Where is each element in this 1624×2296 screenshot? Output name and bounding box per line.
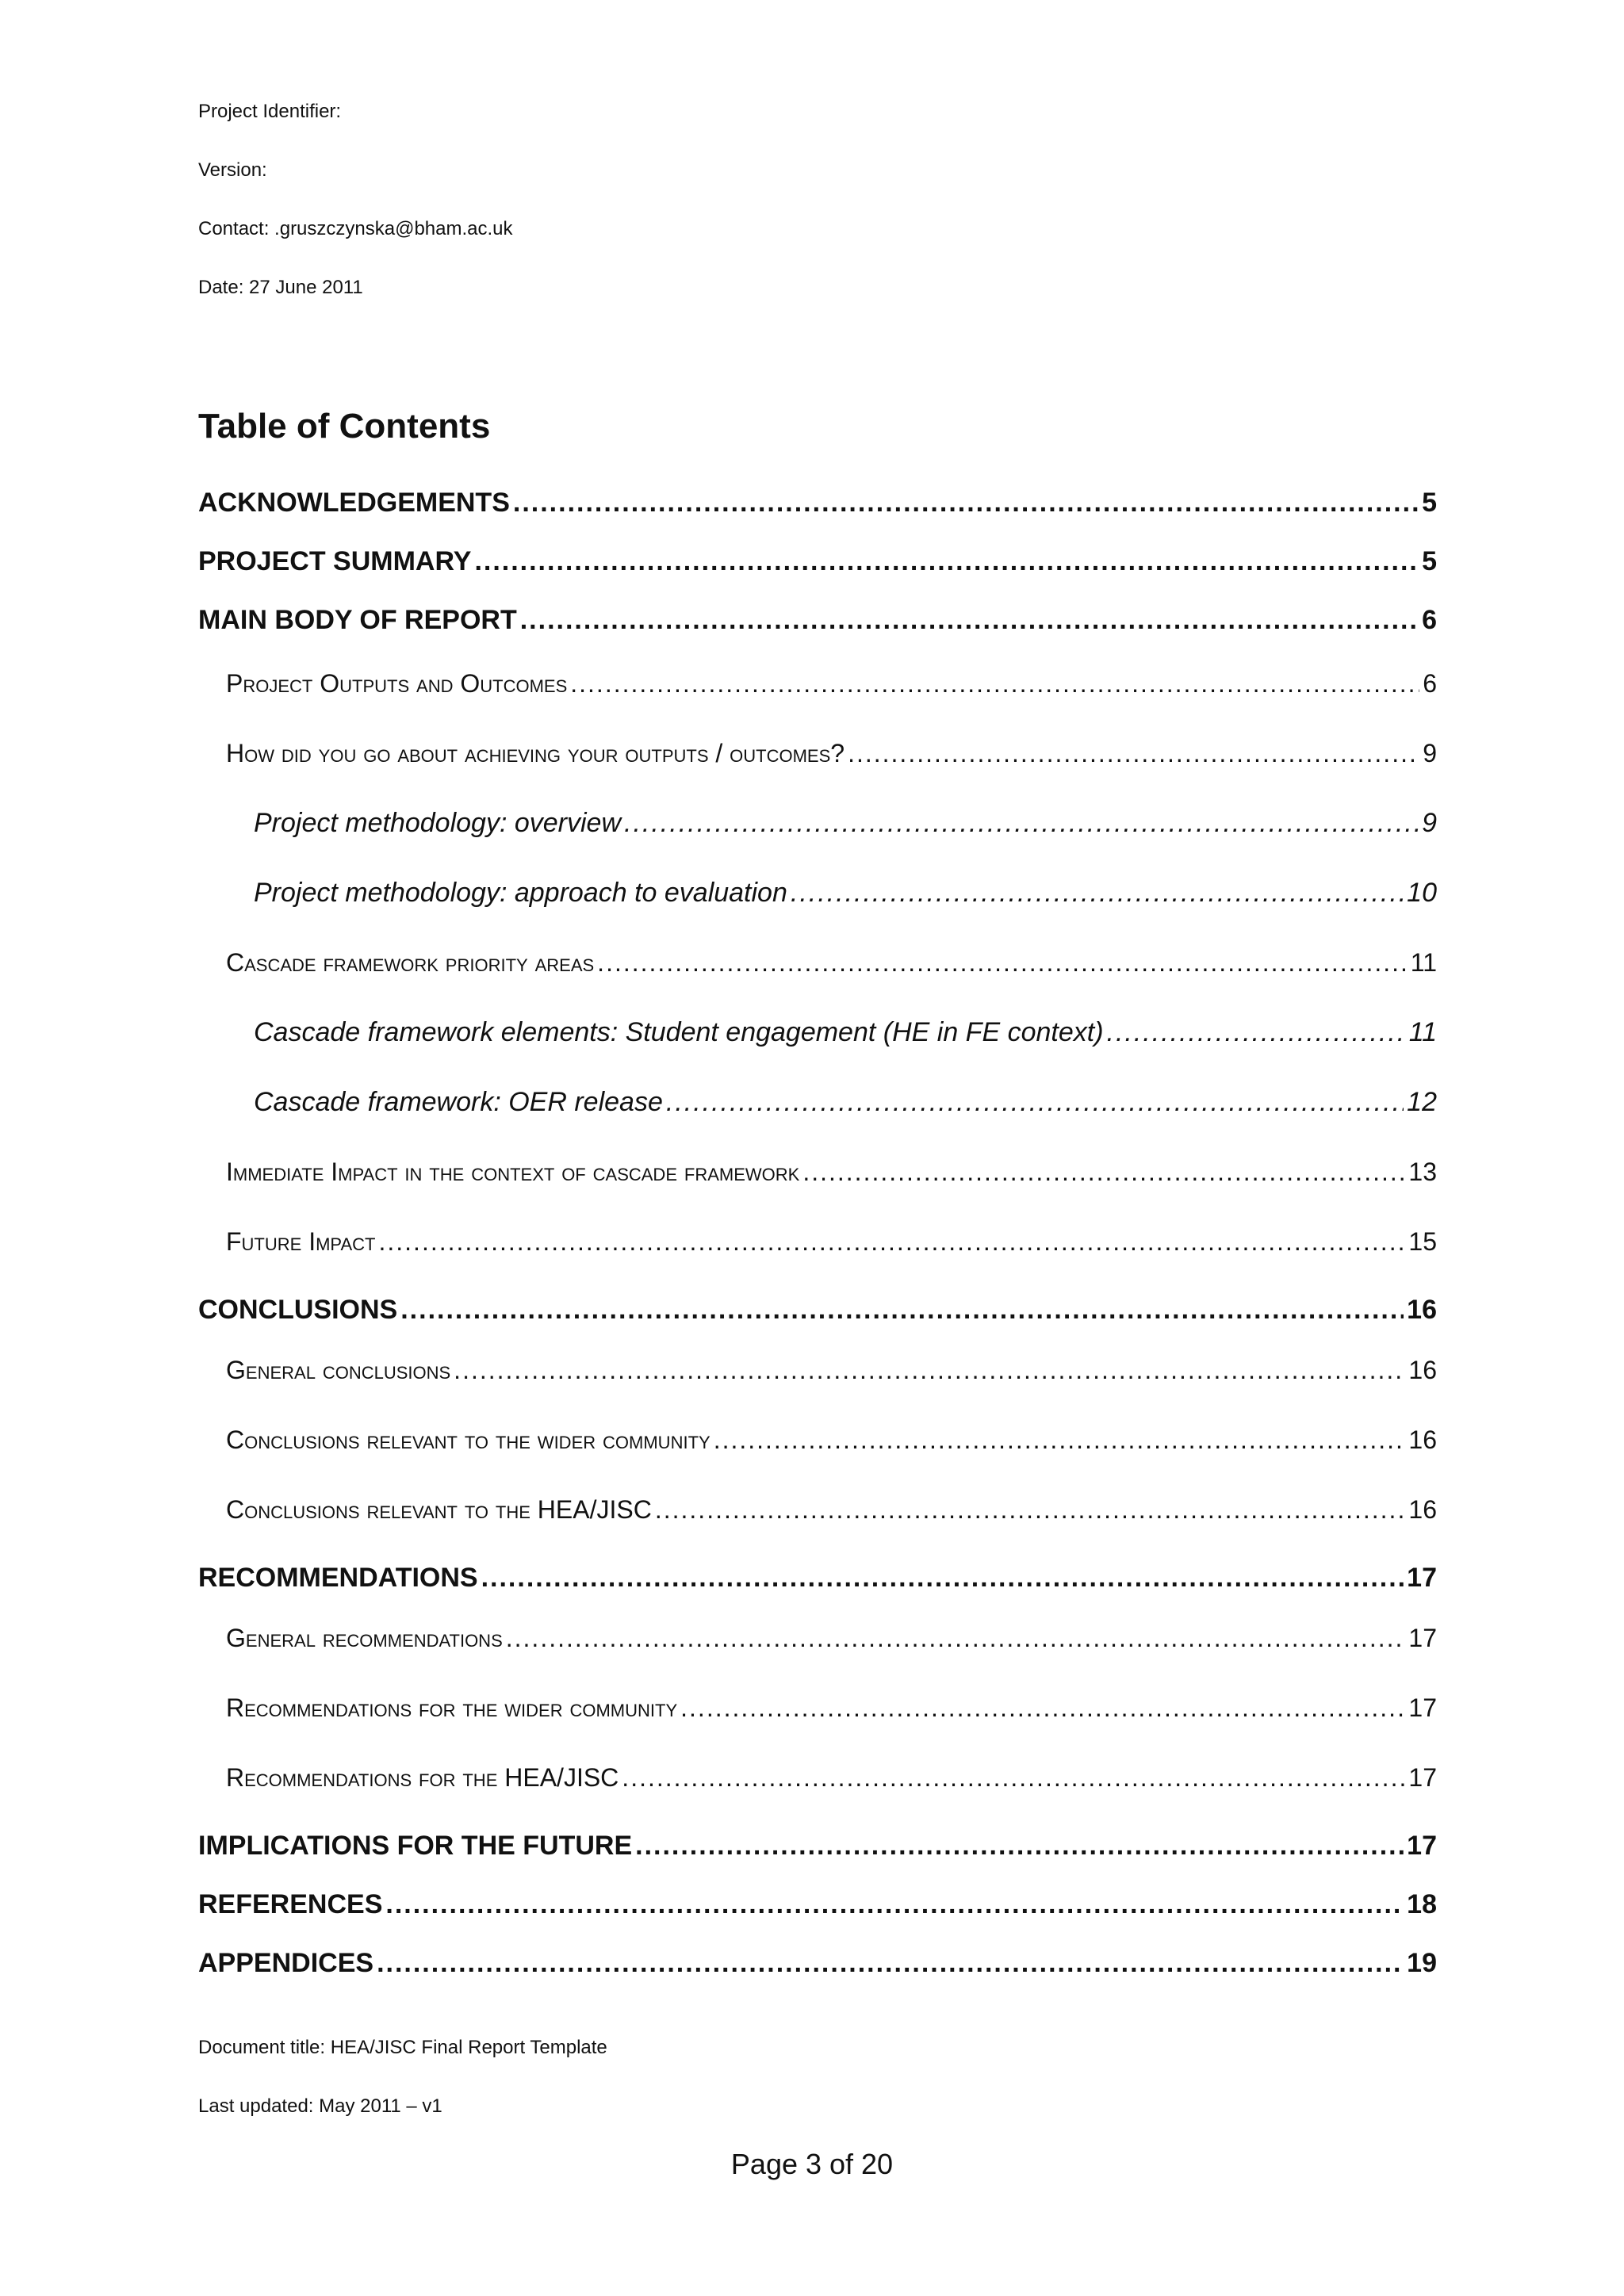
toc-title: Table of Contents bbox=[198, 407, 491, 446]
toc-entry-page: 17 bbox=[1408, 1624, 1437, 1652]
toc-entry-title: IMPLICATIONS FOR THE FUTURE bbox=[198, 1831, 633, 1861]
toc-dot-leader bbox=[1107, 1015, 1406, 1050]
toc-entry-page: 16 bbox=[1407, 1295, 1437, 1325]
toc-entry-title: REFERENCES bbox=[198, 1889, 383, 1919]
toc-entry-title: Project Outputs and Outcomes bbox=[226, 669, 568, 698]
toc-dot-leader bbox=[597, 945, 1408, 980]
toc-entry-page: 9 bbox=[1422, 808, 1437, 838]
toc-entry[interactable] bbox=[226, 736, 1437, 771]
version: Version: bbox=[198, 159, 267, 181]
toc-dot-leader bbox=[385, 1887, 1404, 1922]
toc-entry-title: Cascade framework elements: Student engagement (HE in FE context) bbox=[254, 1017, 1104, 1047]
toc-entry-page: 11 bbox=[1410, 948, 1437, 977]
toc-entry-title: Future Impact bbox=[226, 1227, 376, 1256]
toc-entry-title: Project methodology: overview bbox=[254, 808, 622, 838]
toc-entry[interactable] bbox=[198, 1292, 1437, 1327]
toc-dot-leader bbox=[520, 603, 1419, 637]
toc-entry-page: 19 bbox=[1407, 1948, 1437, 1978]
toc-entry-page: 16 bbox=[1408, 1425, 1437, 1454]
toc-dot-leader bbox=[848, 736, 1419, 771]
toc-entry-page: 16 bbox=[1408, 1495, 1437, 1524]
toc-entry-title: APPENDICES bbox=[198, 1948, 374, 1978]
toc-entry-page: 10 bbox=[1407, 878, 1437, 908]
toc-dot-leader bbox=[802, 1154, 1405, 1189]
toc-entry-page: 18 bbox=[1407, 1889, 1437, 1919]
toc-dot-leader bbox=[377, 1946, 1404, 1980]
toc-entry-title: Project methodology: approach to evaluation bbox=[254, 878, 787, 908]
toc-entry[interactable] bbox=[226, 1224, 1437, 1259]
project-identifier: Project Identifier: bbox=[198, 101, 342, 122]
toc-entry-page: 17 bbox=[1407, 1563, 1437, 1593]
toc-dot-leader bbox=[714, 1422, 1406, 1457]
toc-entry-title: ACKNOWLEDGEMENTS bbox=[198, 488, 510, 518]
toc-entry-title: RECOMMENDATIONS bbox=[198, 1563, 478, 1593]
toc-dot-leader bbox=[400, 1292, 1404, 1327]
toc-entry[interactable] bbox=[198, 544, 1437, 579]
toc-dot-leader bbox=[622, 1760, 1405, 1795]
toc-entry[interactable] bbox=[198, 1828, 1437, 1863]
toc-dot-leader bbox=[454, 1353, 1405, 1387]
toc-dot-leader bbox=[655, 1492, 1406, 1527]
toc-dot-leader bbox=[624, 806, 1419, 840]
toc-dot-leader bbox=[635, 1828, 1404, 1863]
toc-entry-page: 11 bbox=[1408, 1017, 1437, 1047]
toc-dot-leader bbox=[666, 1085, 1404, 1119]
toc-entry-title: Cascade framework priority areas bbox=[226, 948, 595, 977]
toc-dot-leader bbox=[474, 544, 1419, 579]
toc-dot-leader bbox=[506, 1621, 1406, 1655]
toc-entry-title: How did you go about achieving your outputs / outcomes? bbox=[226, 739, 845, 767]
toc-entry-title: Conclusions relevant to the HEA/JISC bbox=[226, 1495, 652, 1524]
toc-dot-leader bbox=[680, 1690, 1405, 1725]
toc-entry[interactable] bbox=[226, 1760, 1437, 1795]
toc-dot-leader bbox=[378, 1224, 1405, 1259]
toc-entry[interactable] bbox=[254, 1085, 1437, 1119]
toc-dot-leader bbox=[513, 485, 1419, 520]
toc-entry-title: Immediate Impact in the context of cascade framework bbox=[226, 1158, 800, 1186]
toc-entry[interactable] bbox=[226, 945, 1437, 980]
toc-entry[interactable] bbox=[226, 666, 1437, 701]
toc-entry-title: General conclusions bbox=[226, 1356, 451, 1384]
toc-entry-page: 6 bbox=[1422, 605, 1437, 635]
toc-entry-page: 17 bbox=[1408, 1693, 1437, 1722]
toc-entry-title: Recommendations for the HEA/JISC bbox=[226, 1763, 619, 1792]
last-updated: Last updated: May 2011 – v1 bbox=[198, 2095, 442, 2117]
toc-entry-page: 9 bbox=[1423, 739, 1437, 767]
toc-entry-title: PROJECT SUMMARY bbox=[198, 546, 472, 576]
toc-entry-page: 12 bbox=[1407, 1087, 1437, 1117]
toc-entry-page: 17 bbox=[1407, 1831, 1437, 1861]
toc-entry-title: CONCLUSIONS bbox=[198, 1295, 398, 1325]
toc-entry[interactable] bbox=[226, 1154, 1437, 1189]
toc-dot-leader bbox=[570, 666, 1419, 701]
toc-entry[interactable] bbox=[198, 1946, 1437, 1980]
toc-entry[interactable] bbox=[254, 806, 1437, 840]
contact: Contact: .gruszczynska@bham.ac.uk bbox=[198, 218, 513, 239]
toc-entry[interactable] bbox=[198, 1887, 1437, 1922]
toc-entry-title: General recommendations bbox=[226, 1624, 503, 1652]
toc-entry[interactable] bbox=[198, 485, 1437, 520]
toc-entry[interactable] bbox=[226, 1422, 1437, 1457]
toc-entry-title: MAIN BODY OF REPORT bbox=[198, 605, 517, 635]
toc-entry-title: Conclusions relevant to the wider community bbox=[226, 1425, 710, 1454]
toc-entry[interactable] bbox=[198, 603, 1437, 637]
toc-entry-page: 16 bbox=[1408, 1356, 1437, 1384]
date: Date: 27 June 2011 bbox=[198, 277, 363, 298]
toc-dot-leader bbox=[791, 875, 1404, 910]
toc-entry-page: 17 bbox=[1408, 1763, 1437, 1792]
toc-entry[interactable] bbox=[198, 1560, 1437, 1595]
toc-entry[interactable] bbox=[254, 875, 1437, 910]
toc-entry[interactable] bbox=[226, 1621, 1437, 1655]
toc-entry-page: 5 bbox=[1422, 488, 1437, 518]
toc-entry-title: Recommendations for the wider community bbox=[226, 1693, 678, 1722]
toc-entry[interactable] bbox=[226, 1492, 1437, 1527]
toc-entry-page: 15 bbox=[1408, 1227, 1437, 1256]
toc-entry-page: 6 bbox=[1423, 669, 1437, 698]
toc-entry[interactable] bbox=[254, 1015, 1437, 1050]
toc-entry[interactable] bbox=[226, 1690, 1437, 1725]
toc-entry[interactable] bbox=[226, 1353, 1437, 1387]
toc-entry-title: Cascade framework: OER release bbox=[254, 1087, 663, 1117]
page-number: Page 3 of 20 bbox=[730, 2148, 894, 2180]
document-title: Document title: HEA/JISC Final Report Template bbox=[198, 2037, 607, 2058]
toc-dot-leader bbox=[481, 1560, 1404, 1595]
toc-entry-page: 13 bbox=[1408, 1158, 1437, 1186]
toc-entry-page: 5 bbox=[1422, 546, 1437, 576]
